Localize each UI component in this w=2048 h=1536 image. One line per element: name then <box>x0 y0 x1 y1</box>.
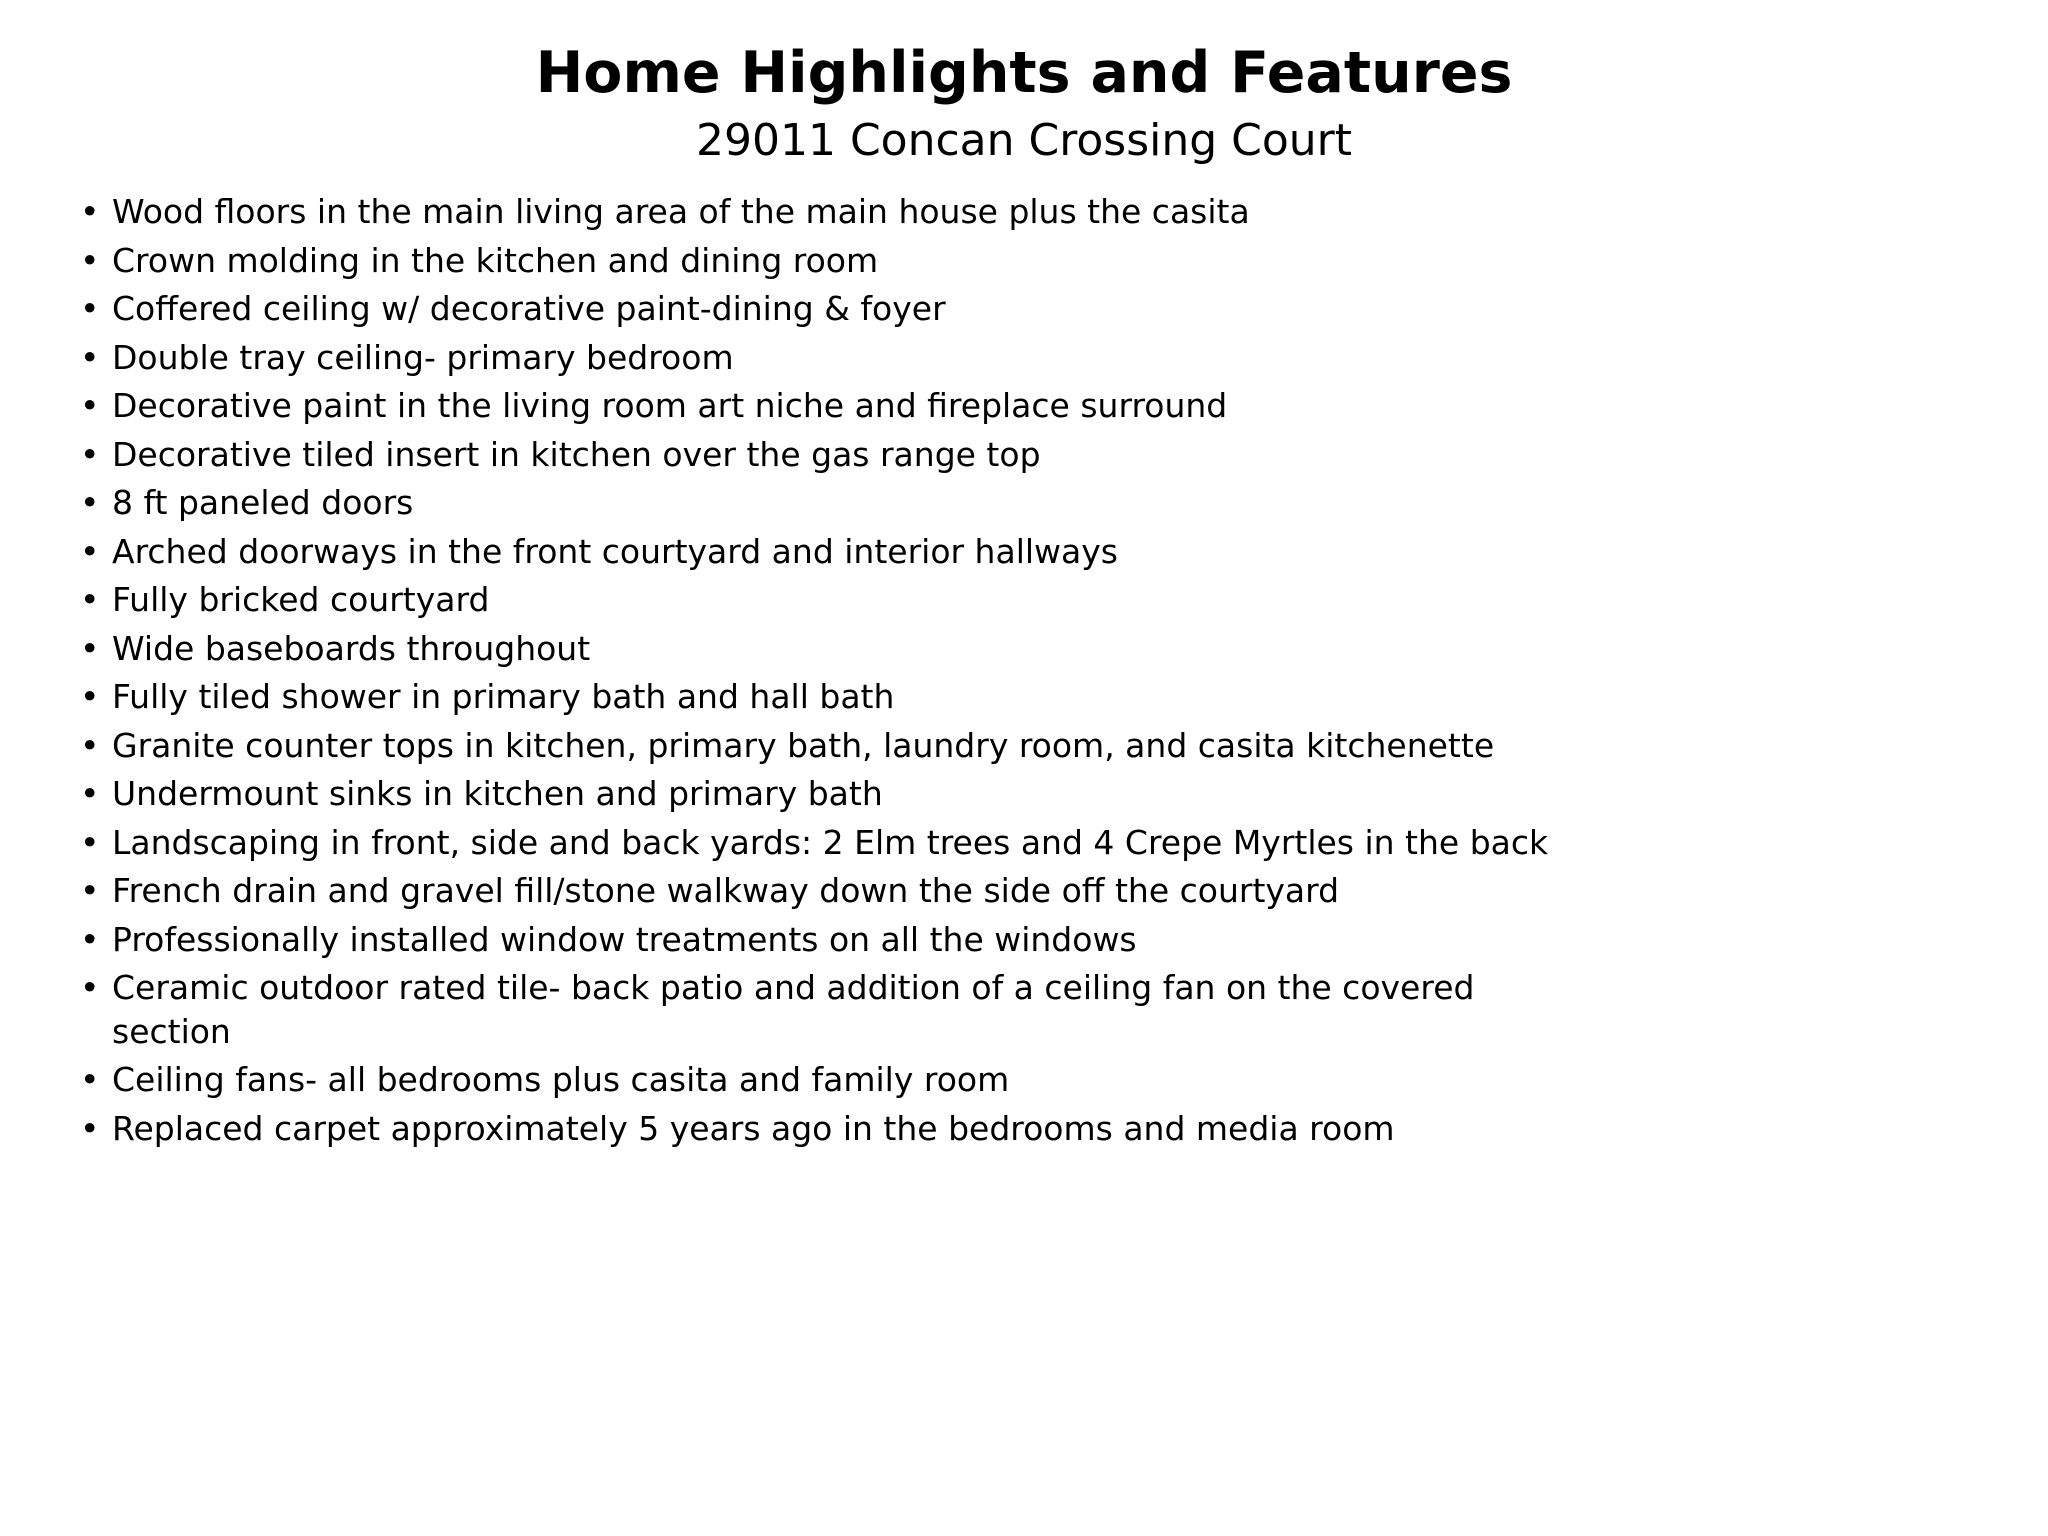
features-list <box>80 190 1600 1155</box>
list-item-text: Coffered ceiling w/ decorative paint-dining & foyer <box>112 289 946 328</box>
list-item <box>80 772 1600 816</box>
list-item-text: Professionally installed window treatments on all the windows <box>112 919 1137 959</box>
list-item <box>80 627 1600 671</box>
list-item-text: Wood floors in the main living area of the main house plus the casita <box>112 192 1250 231</box>
list-item-text: Replaced carpet approximately 5 years ago in the bedrooms and media room <box>112 1108 1395 1148</box>
list-item-text: Double tray ceiling- primary bedroom <box>112 337 734 377</box>
bullet-icon: • <box>80 192 100 231</box>
list-item-text: Fully tiled shower in primary bath and hall bath <box>112 677 895 716</box>
bullet-icon: • <box>80 677 100 716</box>
list-item <box>80 1107 1600 1151</box>
list-item <box>80 918 1600 962</box>
bullet-icon: • <box>80 386 100 425</box>
list-item <box>80 481 1600 525</box>
list-item <box>80 675 1600 719</box>
bullet-icon: • <box>80 337 100 377</box>
list-item <box>80 724 1600 768</box>
list-item <box>80 1058 1600 1102</box>
list-item-text: Ceiling fans- all bedrooms plus casita and family room <box>112 1060 1010 1099</box>
list-item-text: Decorative paint in the living room art niche and fireplace surround <box>112 386 1228 425</box>
bullet-icon: • <box>80 483 100 522</box>
bullet-icon: • <box>80 968 100 1007</box>
list-item-text: Crown molding in the kitchen and dining room <box>112 240 879 280</box>
list-item-text: Undermount sinks in kitchen and primary bath <box>112 774 883 813</box>
list-item <box>80 966 1600 1053</box>
bullet-icon: • <box>80 919 100 959</box>
bullet-icon: • <box>80 289 100 328</box>
list-item <box>80 578 1600 622</box>
list-item-text: Fully bricked courtyard <box>112 580 490 619</box>
list-item <box>80 384 1600 428</box>
list-item-text: Arched doorways in the front courtyard and interior hallways <box>112 531 1118 571</box>
list-item <box>80 287 1600 331</box>
bullet-icon: • <box>80 1108 100 1148</box>
page-subtitle: 29011 Concan Crossing Court <box>695 115 1353 166</box>
bullet-icon: • <box>80 725 100 765</box>
bullet-icon: • <box>80 871 100 910</box>
list-item-text: Ceramic outdoor rated tile- back patio and addition of a ceiling fan on the covered section <box>112 968 1475 1051</box>
list-item <box>80 190 1600 234</box>
list-item-text: Granite counter tops in kitchen, primary bath, laundry room, and casita kitchenette <box>112 725 1495 765</box>
bullet-icon: • <box>80 240 100 280</box>
list-item-text: Landscaping in front, side and back yards: 2 Elm trees and 4 Crepe Myrtles in the back <box>112 822 1549 862</box>
list-item-text: 8 ft paneled doors <box>112 483 414 522</box>
list-item-text: French drain and gravel fill/stone walkway down the side off the courtyard <box>112 871 1340 910</box>
list-item <box>80 530 1600 574</box>
list-item-text: Wide baseboards throughout <box>112 628 591 668</box>
bullet-icon: • <box>80 434 100 474</box>
list-item <box>80 433 1600 477</box>
list-item <box>80 239 1600 283</box>
bullet-icon: • <box>80 774 100 813</box>
bullet-icon: • <box>80 822 100 862</box>
list-item-text: Decorative tiled insert in kitchen over the gas range top <box>112 434 1041 474</box>
list-item <box>80 821 1600 865</box>
bullet-icon: • <box>80 628 100 668</box>
bullet-icon: • <box>80 580 100 619</box>
bullet-icon: • <box>80 1060 100 1099</box>
page-title: Home Highlights and Features <box>535 40 1513 106</box>
bullet-icon: • <box>80 531 100 571</box>
list-item <box>80 869 1600 913</box>
list-item <box>80 336 1600 380</box>
